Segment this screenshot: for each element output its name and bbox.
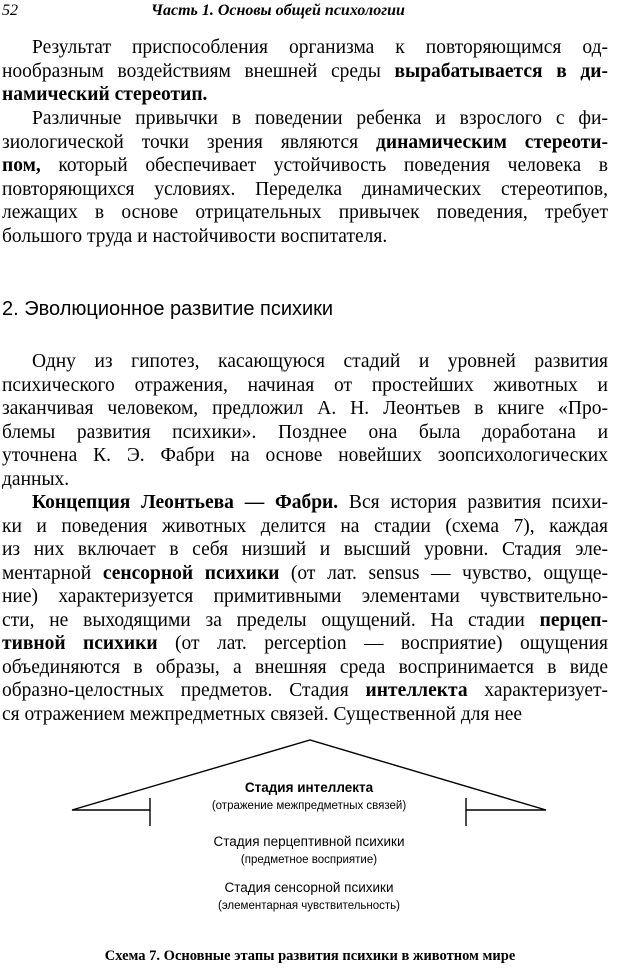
scheme-diagram [70, 738, 548, 920]
text-line: объединяются в образы, а внешняя среда воспринимается в виде [2, 656, 608, 678]
paragraph-dynamic-stereotype [2, 36, 608, 107]
stage-perceptual-title: Стадия перцептивной психики [213, 834, 405, 849]
text-line: психического отражения, начиная от простейших животных и [2, 374, 608, 396]
text-line: ментарной сенсорной психики (от лат. sensus — чувство, ощуще- [2, 562, 608, 584]
running-title: Часть 1. Основы общей психологии [151, 2, 405, 19]
text-line: большого труда и настойчивости воспитателя. [2, 225, 388, 247]
text-line: лежащих в основе отрицательных привычек поведения, требует [2, 202, 608, 223]
text-line: заканчивая человеком, предложил А. Н. Леонтьев в книге «Про- [2, 398, 608, 419]
text-line: намический стереотип. [2, 84, 208, 105]
stage-intellect-subtitle: (отражение межпредметных связей) [211, 800, 407, 812]
text-line: образно-целостных предметов. Стадия интеллекта характеризует- [2, 680, 608, 701]
text-line: из них включает в себя низший и высший уровни. Стадия эле- [2, 539, 608, 560]
text-line: данных. [2, 468, 70, 490]
paragraph-leontiev-fabri [2, 491, 608, 726]
text-line: ки и поведения животных делится на стадии (схема 7), каждая [2, 515, 608, 537]
stage-intellect-title: Стадия интеллекта [244, 780, 374, 795]
text-line: зиологической точки зрения являются динамическим стереоти- [2, 131, 608, 153]
text-line: ние) характеризуется примитивными элементами чувствительно- [2, 586, 608, 607]
text-line: Концепция Леонтьева — Фабри. Вся история развития психи- [32, 492, 608, 513]
page-header [0, 2, 620, 24]
text-line: блемы развития психики». Позднее она была доработана и [2, 421, 608, 443]
scheme-caption: Схема 7. Основные этапы развития психики в животном мире [104, 948, 516, 964]
stage-sensory-title: Стадия сенсорной психики [224, 880, 394, 895]
text-line: повторяющихся условиях. Переделка динамических стереотипов, [2, 178, 608, 200]
section-heading: 2. Эволюционное развитие психики [2, 298, 334, 320]
paragraph-hypothesis [2, 350, 608, 491]
text-line: Одну из гипотез, касающуюся стадий и уровней развития [32, 351, 608, 372]
text-line: ся отражением межпредметных связей. Существенной для нее [2, 703, 523, 725]
text-line: Различные привычки в поведении ребенка и взрослого с фи- [32, 108, 608, 129]
stage-sensory-subtitle: (элементарная чувствительность) [217, 900, 400, 912]
text-line: сти, не выходящими за пределы ощущений. На стадии перцеп- [2, 609, 608, 631]
text-line: пом, который обеспечивает устойчивость поведения человека в [2, 155, 608, 176]
text-line: тивной психики (от лат. perception — восприятие) ощущения [2, 633, 608, 654]
text-line: уточнена К. Э. Фабри на основе новейших зоопсихологических [2, 445, 608, 466]
paragraph-habits [2, 107, 608, 248]
text-line: Результат приспособления организма к повторяющимся од- [32, 37, 608, 58]
text-line: нообразным воздействиям внешней среды вырабатывается в ди- [2, 60, 608, 82]
stage-perceptual-subtitle: (предметное восприятие) [240, 854, 378, 866]
page-number: 52 [2, 2, 18, 19]
